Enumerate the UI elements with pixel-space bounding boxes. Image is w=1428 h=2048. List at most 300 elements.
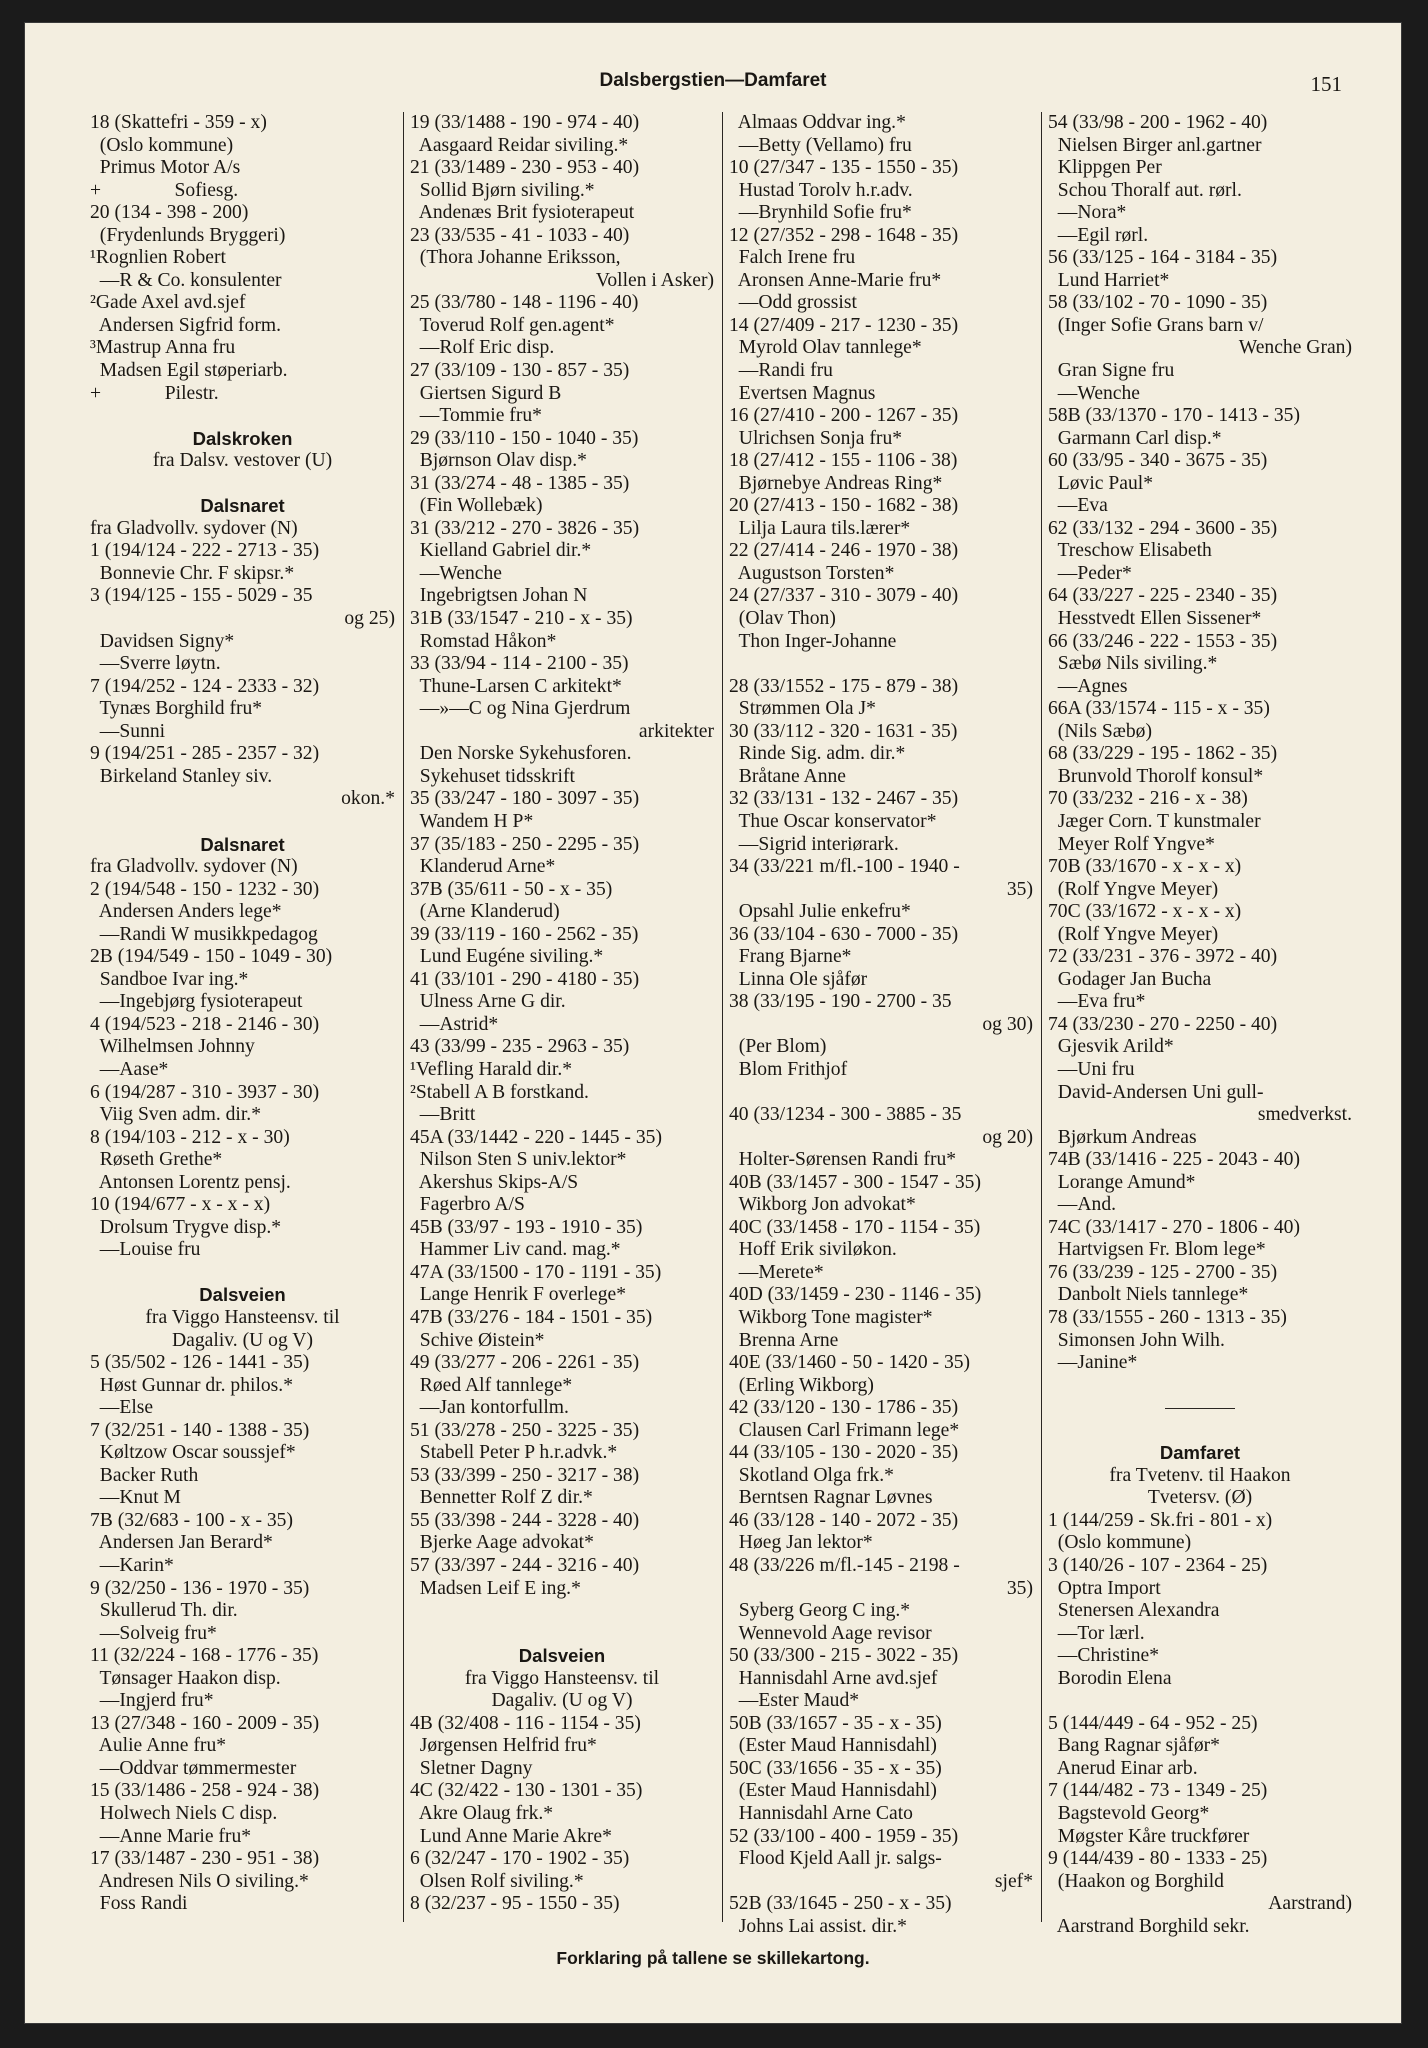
directory-entry-line: Sletner Dagny bbox=[410, 1757, 533, 1779]
directory-entry-line: (Olav Thon) bbox=[729, 608, 836, 630]
blank-line bbox=[729, 1082, 1033, 1105]
directory-entry-line: 25 (33/780 - 148 - 1196 - 40) bbox=[410, 292, 639, 314]
directory-entry-line: Tynæs Borghild fru* bbox=[90, 698, 263, 720]
directory-entry-line: —Eva bbox=[1048, 495, 1108, 517]
directory-entry-line: (Ester Maud Hannisdahl) bbox=[729, 1780, 937, 1802]
directory-entry-line: 13 (27/348 - 160 - 2009 - 35) bbox=[90, 1712, 320, 1734]
directory-entry-line: Hammer Liv cand. mag.* bbox=[410, 1239, 621, 1261]
directory-entry-line: (Fin Wollebæk) bbox=[410, 495, 543, 517]
directory-entry-line: —Ingjerd fru* bbox=[90, 1690, 214, 1712]
directory-entry-line: Tvetersv. (Ø) bbox=[1147, 1487, 1253, 1509]
directory-entry-line: 38 (33/195 - 190 - 2700 - 35 bbox=[729, 991, 952, 1013]
directory-entry-line: 58 (33/102 - 70 - 1090 - 35) bbox=[1048, 292, 1268, 314]
directory-entry-line: —Tor lærl. bbox=[1048, 1622, 1145, 1644]
directory-entry-line: fra Gladvollv. sydover (N) bbox=[90, 517, 298, 539]
directory-entry-line: 40D (33/1459 - 230 - 1146 - 35) bbox=[729, 1284, 982, 1306]
directory-entry-line: Nielsen Birger anl.gartner bbox=[1048, 134, 1262, 156]
directory-entry-line: Lorange Amund* bbox=[1048, 1171, 1196, 1193]
directory-entry-line: + Pilestr. bbox=[90, 382, 219, 404]
directory-entry-line: Sollid Bjørn siviling.* bbox=[410, 179, 595, 201]
directory-entry-line: Ulness Arne G dir. bbox=[410, 991, 566, 1013]
directory-entry-line: Primus Motor A/s bbox=[90, 157, 241, 179]
directory-entry-line: (Oslo kommune) bbox=[90, 134, 234, 156]
directory-entry-line: (Thora Johanne Eriksson, bbox=[410, 247, 621, 269]
directory-entry-line: Skotland Olga frk.* bbox=[729, 1464, 894, 1486]
street-heading: Dalsnaret bbox=[200, 495, 285, 517]
directory-entry-line: Simonsen John Wilh. bbox=[1048, 1329, 1225, 1351]
directory-entry-line: Bennetter Rolf Z dir.* bbox=[410, 1487, 593, 1509]
directory-entry-line: 5 (144/449 - 64 - 952 - 25) bbox=[1048, 1712, 1258, 1734]
blank-line bbox=[410, 1623, 714, 1646]
directory-entry-line: 52B (33/1645 - 250 - x - 35) bbox=[729, 1893, 952, 1915]
blank-line bbox=[729, 653, 1033, 676]
directory-entry-line: Holwech Niels C disp. bbox=[90, 1803, 278, 1825]
directory-entry-line: —And. bbox=[1048, 1194, 1117, 1216]
directory-entry-line: —Louise fru bbox=[90, 1239, 201, 1261]
directory-entry-line: Opsahl Julie enkefru* bbox=[729, 901, 911, 923]
directory-entry-line: 4C (32/422 - 130 - 1301 - 35) bbox=[410, 1780, 643, 1802]
directory-entry-line: Meyer Rolf Yngve* bbox=[1048, 833, 1215, 855]
directory-entry-line: —Ester Maud* bbox=[729, 1690, 860, 1712]
directory-entry-line: —Britt bbox=[410, 1104, 476, 1126]
directory-entry-line: —Oddvar tømmermester bbox=[90, 1757, 297, 1779]
directory-entry-line: + Sofiesg. bbox=[90, 179, 239, 201]
directory-entry-line: og 20) bbox=[982, 1126, 1033, 1148]
directory-entry-line: 54 (33/98 - 200 - 1962 - 40) bbox=[1048, 112, 1268, 133]
directory-entry-line: 74C (33/1417 - 270 - 1806 - 40) bbox=[1048, 1216, 1300, 1238]
directory-entry-line: —Uni fru bbox=[1048, 1058, 1135, 1080]
directory-entry-line: Wennevold Aage revisor bbox=[729, 1622, 932, 1644]
directory-entry-line: fra Tvetenv. til Haakon bbox=[1109, 1464, 1291, 1486]
directory-entry-line: 42 (33/120 - 130 - 1786 - 35) bbox=[729, 1397, 959, 1419]
directory-entry-line: Strømmen Ola J* bbox=[729, 698, 876, 720]
directory-entry-line: Rinde Sig. adm. dir.* bbox=[729, 743, 906, 765]
directory-entry-line: Schou Thoralf aut. rørl. bbox=[1048, 179, 1242, 201]
directory-entry-line: ³Mastrup Anna fru bbox=[90, 337, 236, 359]
directory-entry-line: og 25) bbox=[344, 608, 395, 630]
directory-entry-line: 4 (194/523 - 218 - 2146 - 30) bbox=[90, 1013, 320, 1035]
directory-entry-line: Hannisdahl Arne avd.sjef bbox=[729, 1667, 938, 1689]
directory-entry-line: —Jan kontorfullm. bbox=[410, 1397, 569, 1419]
directory-entry-line: David-Andersen Uni gull- bbox=[1048, 1081, 1264, 1103]
directory-entry-line: Foss Randi bbox=[90, 1893, 188, 1915]
directory-entry-line: 76 (33/239 - 125 - 2700 - 35) bbox=[1048, 1261, 1278, 1283]
directory-entry-line: 50B (33/1657 - 35 - x - 35) bbox=[729, 1712, 942, 1734]
directory-entry-line: Andersen Sigfrid form. bbox=[90, 314, 282, 336]
blank-line bbox=[90, 405, 395, 428]
directory-entry-line: Nilson Sten S univ.lektor* bbox=[410, 1149, 627, 1171]
directory-entry-line: Frang Bjarne* bbox=[729, 946, 852, 968]
directory-page bbox=[24, 22, 1402, 2024]
directory-entry-line: Anerud Einar arb. bbox=[1048, 1757, 1198, 1779]
directory-entry-line: 7 (144/482 - 73 - 1349 - 25) bbox=[1048, 1780, 1268, 1802]
directory-entry-line: Sykehuset tidsskrift bbox=[410, 765, 575, 787]
directory-entry-line: 37B (35/611 - 50 - x - 35) bbox=[410, 878, 613, 900]
directory-entry-line: 8 (194/103 - 212 - x - 30) bbox=[90, 1126, 290, 1148]
directory-entry-line: —Brynhild Sofie fru* bbox=[729, 202, 912, 224]
column-2 bbox=[403, 112, 714, 1922]
directory-entry-line: fra Viggo Hansteensv. til bbox=[145, 1306, 340, 1328]
directory-entry-line: 31 (33/274 - 48 - 1385 - 35) bbox=[410, 472, 630, 494]
directory-entry-line: —Nora* bbox=[1048, 202, 1127, 224]
directory-entry-line: Klanderud Arne* bbox=[410, 856, 556, 878]
page-header bbox=[24, 70, 1402, 104]
directory-entry-line: Lilja Laura tils.lærer* bbox=[729, 517, 911, 539]
directory-entry-line: 50 (33/300 - 215 - 3022 - 35) bbox=[729, 1645, 959, 1667]
directory-entry-line: 40B (33/1457 - 300 - 1547 - 35) bbox=[729, 1171, 981, 1193]
directory-entry-line: 74B (33/1416 - 225 - 2043 - 40) bbox=[1048, 1149, 1300, 1171]
directory-entry-line: Davidsen Signy* bbox=[90, 630, 235, 652]
directory-entry-line: 6 (194/287 - 310 - 3937 - 30) bbox=[90, 1081, 320, 1103]
directory-entry-line: Hesstvedt Ellen Sissener* bbox=[1048, 608, 1262, 630]
directory-entry-line: Lund Harriet* bbox=[1048, 269, 1170, 291]
directory-entry-line: (Haakon og Borghild bbox=[1048, 1870, 1224, 1892]
directory-entry-line: (Rolf Yngve Meyer) bbox=[1048, 878, 1219, 900]
directory-entry-line: Optra Import bbox=[1048, 1577, 1161, 1599]
directory-entry-line: Aarstrand Borghild sekr. bbox=[1048, 1915, 1250, 1937]
directory-entry-line: Wikborg Jon advokat* bbox=[729, 1194, 916, 1216]
directory-entry-line: Lund Eugéne siviling.* bbox=[410, 946, 604, 968]
directory-entry-line: (Arne Klanderud) bbox=[410, 901, 560, 923]
directory-entry-line: 43 (33/99 - 235 - 2963 - 35) bbox=[410, 1036, 630, 1058]
directory-entry-line: 68 (33/229 - 195 - 1862 - 35) bbox=[1048, 743, 1278, 765]
directory-entry-line: 66 (33/246 - 222 - 1553 - 35) bbox=[1048, 630, 1278, 652]
directory-entry-line: 31B (33/1547 - 210 - x - 35) bbox=[410, 608, 633, 630]
directory-entry-line: Backer Ruth bbox=[90, 1464, 199, 1486]
directory-entry-line: Wikborg Tone magister* bbox=[729, 1306, 933, 1328]
directory-entry-line: Akre Olaug frk.* bbox=[410, 1803, 554, 1825]
directory-entry-line: Wilhelmsen Johnny bbox=[90, 1036, 255, 1058]
directory-entry-line: Fagerbro A/S bbox=[410, 1194, 525, 1216]
directory-entry-line: Bonnevie Chr. F skipsr.* bbox=[90, 562, 295, 584]
directory-entry-line: —Merete* bbox=[729, 1261, 824, 1283]
directory-entry-line: og 30) bbox=[982, 1013, 1033, 1035]
directory-entry-line: Holter-Sørensen Randi fru* bbox=[729, 1149, 957, 1171]
directory-entry-line: Danbolt Niels tannlege* bbox=[1048, 1284, 1249, 1306]
directory-entry-line: sjef* bbox=[994, 1870, 1033, 1892]
directory-entry-line: Ingebrigtsen Johan N bbox=[410, 585, 588, 607]
directory-entry-line: Bjørnson Olav disp.* bbox=[410, 450, 587, 472]
directory-entry-line: Bang Ragnar sjåfør* bbox=[1048, 1735, 1220, 1757]
directory-entry-line: Viig Sven adm. dir.* bbox=[90, 1104, 261, 1126]
directory-entry-line: Kielland Gabriel dir.* bbox=[410, 540, 592, 562]
directory-entry-line: 2 (194/548 - 150 - 1232 - 30) bbox=[90, 878, 320, 900]
directory-entry-line: Bagstevold Georg* bbox=[1048, 1803, 1210, 1825]
directory-entry-line: 66A (33/1574 - 115 - x - 35) bbox=[1048, 698, 1270, 720]
directory-entry-line: 62 (33/132 - 294 - 3600 - 35) bbox=[1048, 517, 1278, 539]
directory-entry-line: fra Viggo Hansteensv. til bbox=[464, 1667, 660, 1689]
directory-entry-line: (Oslo kommune) bbox=[1048, 1532, 1192, 1554]
directory-entry-line: —Solveig fru* bbox=[90, 1622, 217, 1644]
directory-entry-line: Bråtane Anne bbox=[729, 765, 846, 787]
blank-line bbox=[410, 1600, 714, 1623]
directory-entry-line: 18 (Skattefri - 359 - x) bbox=[90, 112, 267, 133]
directory-entry-line: 30 (33/112 - 320 - 1631 - 35) bbox=[729, 720, 958, 742]
directory-entry-line: Stenersen Alexandra bbox=[1048, 1600, 1220, 1622]
directory-entry-line: Treschow Elisabeth bbox=[1048, 540, 1212, 562]
directory-entry-line: 70B (33/1670 - x - x - x) bbox=[1048, 856, 1242, 878]
directory-entry-line: (Inger Sofie Grans barn v/ bbox=[1048, 314, 1264, 336]
directory-entry-line: 47B (33/276 - 184 - 1501 - 35) bbox=[410, 1306, 653, 1328]
directory-entry-line: (Nils Sæbø) bbox=[1048, 720, 1152, 742]
directory-entry-line: Hartvigsen Fr. Blom lege* bbox=[1048, 1239, 1266, 1261]
directory-entry-line: 64 (33/227 - 225 - 2340 - 35) bbox=[1048, 585, 1278, 607]
directory-entry-line: 21 (33/1489 - 230 - 953 - 40) bbox=[410, 157, 640, 179]
directory-entry-line: Linna Ole sjåfør bbox=[729, 968, 868, 990]
directory-entry-line: 44 (33/105 - 130 - 2020 - 35) bbox=[729, 1442, 959, 1464]
directory-entry-line: —Astrid* bbox=[410, 1013, 499, 1035]
directory-entry-line: Madsen Egil støperiarb. bbox=[90, 360, 288, 382]
directory-entry-line: 40C (33/1458 - 170 - 1154 - 35) bbox=[729, 1216, 981, 1238]
directory-entry-line: 7B (32/683 - 100 - x - 35) bbox=[90, 1509, 293, 1531]
directory-entry-line: 45A (33/1442 - 220 - 1445 - 35) bbox=[410, 1126, 662, 1148]
directory-entry-line: Andersen Anders lege* bbox=[90, 901, 282, 923]
directory-entry-line: 17 (33/1487 - 230 - 951 - 38) bbox=[90, 1848, 320, 1870]
directory-entry-line: Almaas Oddvar ing.* bbox=[729, 112, 906, 133]
directory-entry-line: Bjerke Aage advokat* bbox=[410, 1532, 594, 1554]
directory-entry-line: 2B (194/549 - 150 - 1049 - 30) bbox=[90, 946, 333, 968]
directory-entry-line: Gjesvik Arild* bbox=[1048, 1036, 1174, 1058]
directory-entry-line: Gran Signe fru bbox=[1048, 360, 1175, 382]
directory-entry-line: 22 (27/414 - 246 - 1970 - 38) bbox=[729, 540, 959, 562]
directory-entry-line: 74 (33/230 - 270 - 2250 - 40) bbox=[1048, 1013, 1278, 1035]
directory-entry-line: Garmann Carl disp.* bbox=[1048, 427, 1222, 449]
page-number: 151 bbox=[1310, 72, 1342, 96]
directory-entry-line: —Else bbox=[90, 1397, 154, 1419]
directory-entry-line: —Tommie fru* bbox=[410, 405, 542, 427]
directory-entry-line: 27 (33/109 - 130 - 857 - 35) bbox=[410, 360, 630, 382]
directory-entry-line: Thue Oscar konservator* bbox=[729, 810, 937, 832]
directory-entry-line: 47A (33/1500 - 170 - 1191 - 35) bbox=[410, 1261, 662, 1283]
directory-entry-line: 32 (33/131 - 132 - 2467 - 35) bbox=[729, 788, 959, 810]
directory-entry-line: 8 (32/237 - 95 - 1550 - 35) bbox=[410, 1893, 620, 1915]
directory-entry-line: Falch Irene fru bbox=[729, 247, 856, 269]
directory-entry-line: Sandboe Ivar ing.* bbox=[90, 968, 249, 990]
directory-entry-line: —Betty (Vellamo) fru bbox=[729, 134, 912, 156]
directory-entry-line: 31 (33/212 - 270 - 3826 - 35) bbox=[410, 517, 640, 539]
street-heading: Dalsveien bbox=[518, 1645, 606, 1667]
directory-entry-line: 49 (33/277 - 206 - 2261 - 35) bbox=[410, 1352, 640, 1374]
directory-entry-line: —Sunni bbox=[90, 720, 166, 742]
directory-entry-line: —Ingebjørg fysioterapeut bbox=[90, 991, 303, 1013]
directory-entry-line: Evertsen Magnus bbox=[729, 382, 876, 404]
directory-entry-line: 1 (144/259 - Sk.fri - 801 - x) bbox=[1048, 1509, 1273, 1531]
directory-entry-line: 52 (33/100 - 400 - 1959 - 35) bbox=[729, 1825, 959, 1847]
directory-entry-line: 35) bbox=[1006, 878, 1033, 900]
directory-entry-line: fra Dalsv. vestover (U) bbox=[152, 450, 333, 472]
directory-entry-line: 48 (33/226 m/fl.-145 - 2198 - bbox=[729, 1555, 960, 1576]
directory-entry-line: Thune-Larsen C arkitekt* bbox=[410, 675, 622, 697]
directory-entry-line: Møgster Kåre truckfører bbox=[1048, 1825, 1250, 1847]
directory-entry-line: Aulie Anne fru* bbox=[90, 1735, 227, 1757]
directory-entry-line: ²Gade Axel avd.sjef bbox=[90, 292, 246, 314]
directory-entry-line: 35 (33/247 - 180 - 3097 - 35) bbox=[410, 788, 640, 810]
directory-entry-line: 55 (33/398 - 244 - 3228 - 40) bbox=[410, 1509, 640, 1531]
listing-columns bbox=[84, 112, 1354, 1937]
directory-entry-line: 29 (33/110 - 150 - 1040 - 35) bbox=[410, 427, 639, 449]
directory-entry-line: Vollen i Asker) bbox=[595, 269, 714, 291]
directory-entry-line: Romstad Håkon* bbox=[410, 630, 557, 652]
directory-entry-line: Jørgensen Helfrid fru* bbox=[410, 1735, 597, 1757]
directory-entry-line: Bjørnebye Andreas Ring* bbox=[729, 472, 943, 494]
directory-entry-line: Løvic Paul* bbox=[1048, 472, 1154, 494]
directory-entry-line: 41 (33/101 - 290 - 4180 - 35) bbox=[410, 968, 640, 990]
directory-entry-line: 51 (33/278 - 250 - 3225 - 35) bbox=[410, 1419, 640, 1441]
directory-entry-line: 9 (194/251 - 285 - 2357 - 32) bbox=[90, 743, 320, 765]
directory-entry-line: Den Norske Sykehusforen. bbox=[410, 743, 632, 765]
directory-entry-line: Syberg Georg C ing.* bbox=[729, 1600, 911, 1622]
directory-entry-line: (Erling Wikborg) bbox=[729, 1374, 874, 1396]
directory-entry-line: Blom Frithjof bbox=[729, 1058, 848, 1080]
directory-entry-line: Madsen Leif E ing.* bbox=[410, 1577, 581, 1599]
directory-entry-line: Røseth Grethe* bbox=[90, 1149, 223, 1171]
directory-entry-line: Antonsen Lorentz pensj. bbox=[90, 1171, 291, 1193]
directory-entry-line: —Aase* bbox=[90, 1058, 169, 1080]
directory-entry-line: 40 (33/1234 - 300 - 3885 - 35 bbox=[729, 1104, 962, 1126]
directory-entry-line: Wenche Gran) bbox=[1238, 337, 1352, 359]
directory-entry-line: Wandem H P* bbox=[410, 810, 534, 832]
directory-entry-line: Olsen Rolf siviling.* bbox=[410, 1870, 584, 1892]
street-heading: Dalsnaret bbox=[200, 833, 285, 855]
directory-entry-line: 33 (33/94 - 114 - 2100 - 35) bbox=[410, 653, 629, 675]
directory-entry-line: 56 (33/125 - 164 - 3184 - 35) bbox=[1048, 247, 1278, 269]
directory-entry-line: 1 (194/124 - 222 - 2713 - 35) bbox=[90, 540, 320, 562]
street-heading: Dalskroken bbox=[192, 427, 293, 449]
directory-entry-line: 20 (27/413 - 150 - 1682 - 38) bbox=[729, 495, 959, 517]
directory-entry-line: 7 (32/251 - 140 - 1388 - 35) bbox=[90, 1419, 310, 1441]
directory-entry-line: —Randi fru bbox=[729, 360, 833, 382]
directory-entry-line: Aarstrand) bbox=[1268, 1893, 1352, 1915]
directory-entry-line: fra Gladvollv. sydover (N) bbox=[90, 856, 298, 878]
directory-entry-line: Thon Inger-Johanne bbox=[729, 630, 897, 652]
column-3 bbox=[722, 112, 1033, 1937]
directory-entry-line: Klippgen Per bbox=[1048, 157, 1162, 179]
directory-entry-line: (Rolf Yngve Meyer) bbox=[1048, 923, 1219, 945]
directory-entry-line: Høeg Jan lektor* bbox=[729, 1532, 873, 1554]
directory-entry-line: 50C (33/1656 - 35 - x - 35) bbox=[729, 1757, 942, 1779]
directory-entry-line: —Sigrid interiørark. bbox=[729, 833, 899, 855]
blank-line bbox=[90, 473, 395, 496]
directory-entry-line: —Sverre løytn. bbox=[90, 653, 221, 675]
directory-entry-line: Aronsen Anne-Marie fru* bbox=[729, 269, 942, 291]
directory-entry-line: —Randi W musikkpedagog bbox=[90, 923, 318, 945]
directory-entry-line: 3 (140/26 - 107 - 2364 - 25) bbox=[1048, 1555, 1268, 1576]
directory-entry-line: (Per Blom) bbox=[729, 1036, 827, 1058]
directory-entry-line: 39 (33/119 - 160 - 2562 - 35) bbox=[410, 923, 639, 945]
blank-line bbox=[1048, 1690, 1352, 1713]
directory-entry-line: Berntsen Ragnar Løvnes bbox=[729, 1487, 933, 1509]
directory-entry-line: Johns Lai assist. dir.* bbox=[729, 1915, 907, 1937]
directory-entry-line: —Wenche bbox=[410, 562, 502, 584]
directory-entry-line: Drolsum Trygve disp.* bbox=[90, 1216, 282, 1238]
directory-entry-line: 19 (33/1488 - 190 - 974 - 40) bbox=[410, 112, 640, 133]
directory-entry-line: 9 (32/250 - 136 - 1970 - 35) bbox=[90, 1577, 310, 1599]
street-heading: Dalsveien bbox=[199, 1284, 286, 1306]
street-heading: Damfaret bbox=[1159, 1442, 1241, 1464]
directory-entry-line: Andresen Nils O siviling.* bbox=[90, 1870, 309, 1892]
directory-entry-line: 37 (35/183 - 250 - 2295 - 35) bbox=[410, 833, 640, 855]
directory-entry-line: Borodin Elena bbox=[1048, 1667, 1172, 1689]
directory-entry-line: 15 (33/1486 - 258 - 924 - 38) bbox=[90, 1780, 320, 1802]
directory-entry-line: 36 (33/104 - 630 - 7000 - 35) bbox=[729, 923, 959, 945]
directory-entry-line: —Rolf Eric disp. bbox=[410, 337, 555, 359]
directory-entry-line: —Karin* bbox=[90, 1555, 174, 1576]
directory-entry-line: (Frydenlunds Bryggeri) bbox=[90, 224, 286, 246]
directory-entry-line: 45B (33/97 - 193 - 1910 - 35) bbox=[410, 1216, 643, 1238]
directory-entry-line: Schive Øistein* bbox=[410, 1329, 545, 1351]
directory-entry-line: —Wenche bbox=[1048, 382, 1140, 404]
directory-entry-line: 57 (33/397 - 244 - 3216 - 40) bbox=[410, 1555, 640, 1576]
column-1 bbox=[84, 112, 395, 1922]
directory-entry-line: Akershus Skips-A/S bbox=[410, 1171, 579, 1193]
directory-entry-line: —»—C og Nina Gjerdrum bbox=[410, 698, 631, 720]
directory-entry-line: Aasgaard Reidar siviling.* bbox=[410, 134, 629, 156]
directory-entry-line: Hannisdahl Arne Cato bbox=[729, 1803, 913, 1825]
divider-rule bbox=[1165, 1408, 1235, 1409]
directory-entry-line: 3 (194/125 - 155 - 5029 - 35 bbox=[90, 585, 313, 607]
directory-entry-line: Brunvold Thorolf konsul* bbox=[1048, 765, 1264, 787]
directory-entry-line: 10 (194/677 - x - x - x) bbox=[90, 1194, 271, 1216]
directory-entry-line: —Peder* bbox=[1048, 562, 1132, 584]
directory-entry-line: ¹Vefling Harald dir.* bbox=[410, 1058, 573, 1080]
directory-entry-line: 40E (33/1460 - 50 - 1420 - 35) bbox=[729, 1352, 971, 1374]
directory-entry-line: smedverkst. bbox=[1257, 1104, 1352, 1126]
directory-entry-line: 72 (33/231 - 376 - 3972 - 40) bbox=[1048, 946, 1278, 968]
directory-entry-line: —Odd grossist bbox=[729, 292, 857, 314]
directory-entry-line: —Eva fru* bbox=[1048, 991, 1146, 1013]
directory-entry-line: Stabell Peter P h.r.advk.* bbox=[410, 1442, 618, 1464]
directory-entry-line: 46 (33/128 - 140 - 2072 - 35) bbox=[729, 1509, 959, 1531]
directory-entry-line: 34 (33/221 m/fl.-100 - 1940 - bbox=[729, 856, 960, 878]
column-4 bbox=[1041, 112, 1352, 1937]
blank-line bbox=[90, 811, 395, 834]
directory-entry-line: 11 (32/224 - 168 - 1776 - 35) bbox=[90, 1645, 319, 1667]
directory-entry-line: 7 (194/252 - 124 - 2333 - 32) bbox=[90, 675, 320, 697]
directory-entry-line: Toverud Rolf gen.agent* bbox=[410, 314, 615, 336]
directory-entry-line: Birkeland Stanley siv. bbox=[90, 765, 273, 787]
directory-entry-line: —Egil rørl. bbox=[1048, 224, 1149, 246]
directory-entry-line: Jæger Corn. T kunstmaler bbox=[1048, 810, 1261, 832]
blank-line bbox=[90, 1262, 395, 1285]
directory-entry-line: 12 (27/352 - 298 - 1648 - 35) bbox=[729, 224, 959, 246]
directory-entry-line: Sæbø Nils siviling.* bbox=[1048, 653, 1218, 675]
directory-entry-line: Ulrichsen Sonja fru* bbox=[729, 427, 903, 449]
directory-entry-line: Lund Anne Marie Akre* bbox=[410, 1825, 612, 1847]
directory-entry-line: 4B (32/408 - 116 - 1154 - 35) bbox=[410, 1712, 641, 1734]
directory-entry-line: 9 (144/439 - 80 - 1333 - 25) bbox=[1048, 1848, 1268, 1870]
directory-entry-line: Flood Kjeld Aall jr. salgs- bbox=[729, 1848, 942, 1870]
directory-entry-line: —Agnes bbox=[1048, 675, 1128, 697]
directory-entry-line: 6 (32/247 - 170 - 1902 - 35) bbox=[410, 1848, 630, 1870]
directory-entry-line: —Anne Marie fru* bbox=[90, 1825, 252, 1847]
directory-entry-line: 20 (134 - 398 - 200) bbox=[90, 202, 249, 224]
directory-entry-line: ²Stabell A B forstkand. bbox=[410, 1081, 589, 1103]
section-divider bbox=[1048, 1397, 1352, 1420]
directory-entry-line: —Janine* bbox=[1048, 1352, 1138, 1374]
directory-entry-line: Hustad Torolv h.r.adv. bbox=[729, 179, 913, 201]
directory-entry-line: 70 (33/232 - 216 - x - 38) bbox=[1048, 788, 1248, 810]
directory-entry-line: Andersen Jan Berard* bbox=[90, 1532, 273, 1554]
directory-entry-line: Tønsager Haakon disp. bbox=[90, 1667, 281, 1689]
directory-entry-line: 10 (27/347 - 135 - 1550 - 35) bbox=[729, 157, 959, 179]
directory-entry-line: 35) bbox=[1006, 1577, 1033, 1599]
directory-entry-line: (Ester Maud Hannisdahl) bbox=[729, 1735, 937, 1757]
directory-entry-line: Brenna Arne bbox=[729, 1329, 839, 1351]
directory-entry-line: Hoff Erik siviløkon. bbox=[729, 1239, 897, 1261]
directory-entry-line: Bjørkum Andreas bbox=[1048, 1126, 1197, 1148]
directory-entry-line: Myrold Olav tannlege* bbox=[729, 337, 922, 359]
directory-entry-line: 53 (33/399 - 250 - 3217 - 38) bbox=[410, 1464, 640, 1486]
